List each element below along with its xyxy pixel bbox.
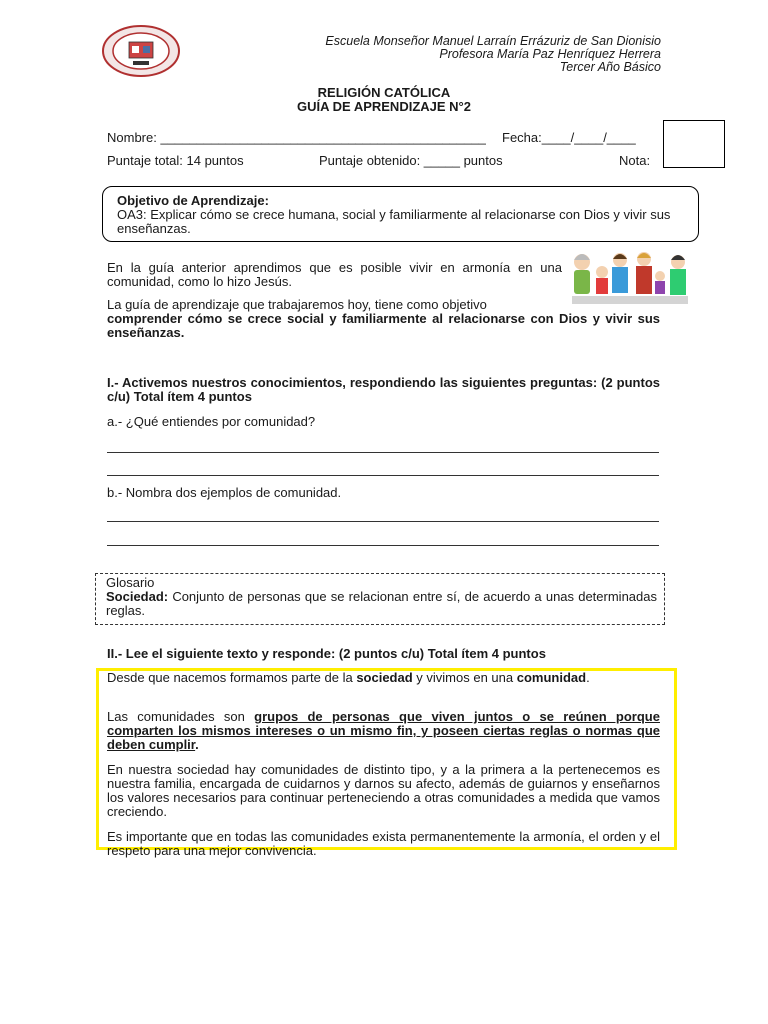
glossary-entry <box>106 590 657 618</box>
reading-p2-end: . <box>195 737 199 752</box>
reading-p1-end: . <box>586 670 590 685</box>
reading-text-box <box>96 668 677 850</box>
grade-label: Nota: <box>619 153 651 168</box>
school-name: Escuela Monseñor Manuel Larraín Errázuriz de San Dionisio <box>325 34 661 48</box>
objective-text: OA3: Explicar cómo se crece humana, social y familiarmente al relacionarse con Dios y vivir sus enseñanzas. <box>117 207 671 236</box>
question-b: b.- Nombra dos ejemplos de comunidad. <box>107 485 342 500</box>
answer-line-b1[interactable] <box>107 521 659 522</box>
reading-p2-definition: grupos de personas que viven juntos o se reúnen porque comparten los mismos intereses o un mismo fin, y poseen ciertas reglas o normas que deben cumplir <box>107 709 660 752</box>
obtained-score-field[interactable]: Puntaje obtenido: _____ puntos <box>319 153 503 168</box>
glossary-definition: Conjunto de personas que se relacionan entre sí, de acuerdo a unas determinadas reglas. <box>106 589 657 618</box>
reading-paragraph-4: Es importante que en todas las comunidades exista permanentemente la armonía, el orden y el respeto para una mejor convivencia. <box>107 829 660 858</box>
glossary-box <box>95 573 665 625</box>
reading-p2-lead: Las comunidades son <box>107 709 255 724</box>
answer-line-a2[interactable] <box>107 475 659 476</box>
reading-paragraph-2 <box>107 710 660 752</box>
reading-p1-text-b: y vivimos en una <box>412 670 517 685</box>
objective-box <box>102 186 699 242</box>
reading-p1-text-a: Desde que nacemos formamos parte de la <box>107 670 357 685</box>
grade-name: Tercer Año Básico <box>559 60 661 74</box>
intro-objective-lead: La guía de aprendizaje que trabajaremos hoy, tiene como objetivo <box>107 297 487 312</box>
reading-paragraph-3: En nuestra sociedad hay comunidades de distinto tipo, y a la primera a la pertenecemos es nuestra familia, encargada de cuidarnos y darnos su afecto, además de guiarnos y enseñarnos los valores necesarios para continuar perteneciendo a otras comunidades a medida que vamos creciendo. <box>107 762 660 819</box>
reading-p1-society: sociedad <box>356 670 413 685</box>
glossary-title: Glosario <box>106 575 155 590</box>
intro-paragraph-1: En la guía anterior aprendimos que es posible vivir en armonía en una comunidad, como lo hizo Jesús. <box>107 260 562 289</box>
objective-heading: Objetivo de Aprendizaje: <box>117 193 269 208</box>
reading-paragraph-1 <box>107 671 660 685</box>
school-header <box>325 35 661 74</box>
reading-p1-community: comunidad <box>516 670 587 685</box>
glossary-term: Sociedad: <box>106 589 169 604</box>
section-2-heading: II.- Lee el siguiente texto y responde: (2 puntos c/u) Total ítem 4 puntos <box>107 646 546 661</box>
question-a: a.- ¿Qué entiendes por comunidad? <box>107 414 316 429</box>
teacher-name: Profesora María Paz Henríquez Herrera <box>439 47 661 61</box>
answer-line-b2[interactable] <box>107 545 659 546</box>
subject-title: RELIGIÓN CATÓLICA <box>317 85 451 100</box>
total-score-label: Puntaje total: 14 puntos <box>107 153 244 168</box>
guide-title: GUÍA DE APRENDIZAJE N°2 <box>297 99 471 114</box>
name-field[interactable]: Nombre: _____________________________________________ <box>107 130 486 145</box>
page-title <box>0 86 768 114</box>
school-logo <box>102 25 180 77</box>
date-field[interactable]: Fecha:____/____/____ <box>502 130 636 145</box>
grade-box[interactable] <box>663 120 725 168</box>
section-1-heading: I.- Activemos nuestros conocimientos, respondiendo las siguientes preguntas: (2 puntos c/u) Total ítem 4 puntos <box>107 375 660 404</box>
intro-paragraph-2 <box>107 298 660 340</box>
intro-objective-bold: comprender cómo se crece social y familiarmente al relacionarse con Dios y vivir sus enseñanzas. <box>107 311 660 340</box>
answer-line-a1[interactable] <box>107 452 659 453</box>
